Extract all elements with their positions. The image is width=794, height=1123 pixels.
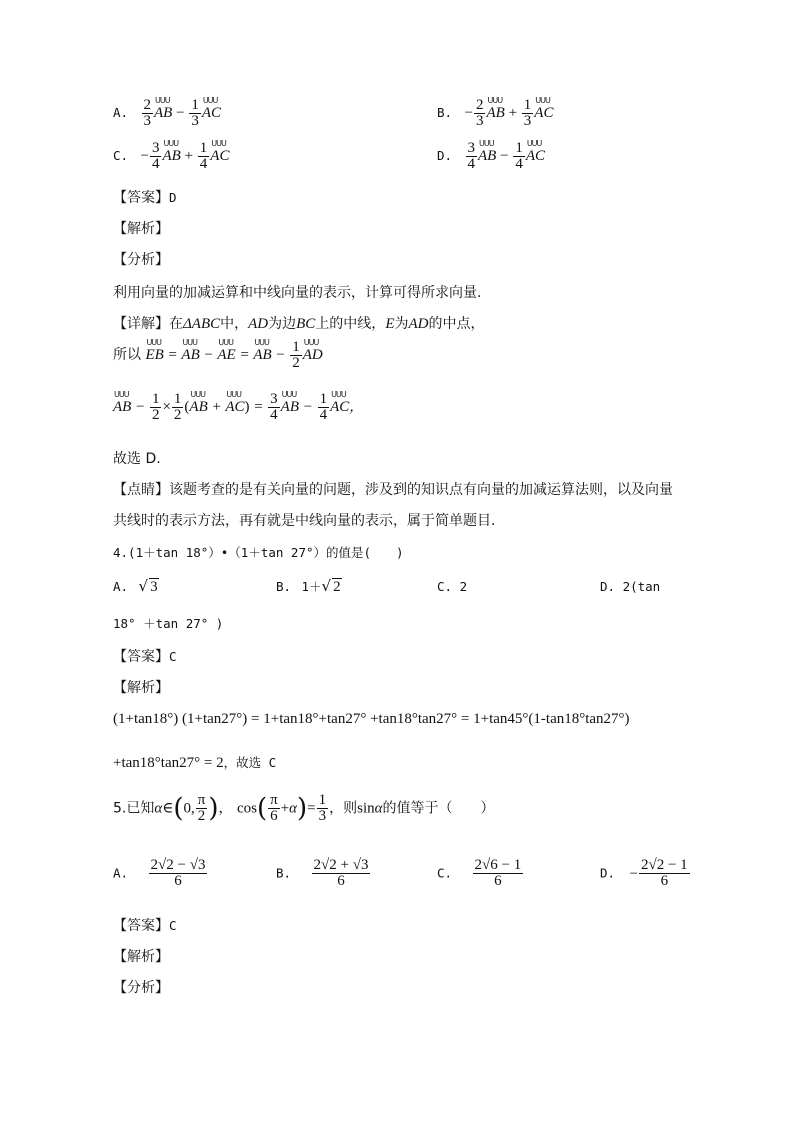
q4-solution-line-1: (1+tan18°) (1+tan27°) = 1+tan18°+tan27° +tan18°tan27° = 1+tan45°(1-tan18°tan27°) xyxy=(113,711,630,727)
q4-option-a: A. √ 3 xyxy=(113,577,158,595)
q3-detail-line: 【详解】在ΔABC中，AD为边BC上的中线，E为AD的中点， xyxy=(113,316,485,332)
q3-option-b: B. − $\frac{2}{3}$ UUU AB + $\frac{1}{3}$ UUU AC xyxy=(437,98,553,129)
q4-option-b: B. 1＋√ 2 xyxy=(276,577,341,595)
q3-analysis-text: 利用向量的加减运算和中线向量的表示，计算可得所求向量. xyxy=(113,285,482,301)
q4-option-d-continued: 18° ＋tan 27° ) xyxy=(113,616,224,631)
q3-comment-line-2: 共线时的表示方法，再有就是中线向量的表示，属于简单题目. xyxy=(113,513,496,529)
q3-conclusion: 故选 D. xyxy=(113,451,161,467)
q5-option-a: A. $\frac{2√2 - √3}{6}$ xyxy=(113,857,206,889)
q5-option-c: C. $\frac{2√6 - 1}{6}$ xyxy=(437,857,522,889)
q5-option-d: D. − $\frac{2√2 - 1}{6}$ xyxy=(600,857,688,889)
q3-option-c: C. − $\frac{3}{4}$ UUU AB + $\frac{1}{4}$ UUU AC xyxy=(113,141,229,172)
q3-answer: 【答案】D xyxy=(113,190,177,206)
q4-stem: 4.(1＋tan 18°）•（1＋tan 27°）的值是( ) xyxy=(113,545,404,560)
option-label: C. xyxy=(113,147,129,163)
q3-option-d: D. $\frac{3}{4}$ UUU AB − $\frac{1}{4}$ UUU AC xyxy=(437,141,545,172)
option-label: B. xyxy=(437,104,453,120)
q3-fenxi-heading: 【分析】 xyxy=(113,252,169,268)
q5-answer: 【答案】C xyxy=(113,918,177,934)
q5-jiexi-heading: 【解析】 xyxy=(113,949,169,965)
q3-comment-line-1: 【点睛】该题考查的是有关向量的问题，涉及到的知识点有向量的加减运算法则，以及向量 xyxy=(113,482,673,498)
q3-option-a: A. $\frac{2}{3}$ UUU AB − $\frac{1}{3}$ UUU AC xyxy=(113,98,221,129)
q4-jiexi-heading: 【解析】 xyxy=(113,680,169,696)
option-label: A. xyxy=(113,104,129,120)
q5-option-b: B. $\frac{2√2 + √3}{6}$ xyxy=(276,857,369,889)
q5-fenxi-heading: 【分析】 xyxy=(113,980,169,996)
q3-jiexi-heading: 【解析】 xyxy=(113,221,169,237)
q3-equation-2: UUU AB − $\frac{1}{2}$ × $\frac{1}{2}$ (UUU AB + UUU AC) = $\frac{3}{4}$ UUU AB − $\frac{1}{4}$ UUU AC， xyxy=(113,392,363,423)
option-label: D. xyxy=(437,147,453,163)
q4-option-c: C. 2 xyxy=(437,579,468,594)
q3-equation-1: 所以 UUU EB = UUU AB − UUU AE = UUU AB − $\frac{1}{2}$ UUU AD xyxy=(113,340,323,371)
q4-solution-line-2: +tan18°tan27° = 2，故选 C xyxy=(113,755,277,771)
q5-stem: 5.已知α∈(0, $\frac{\pi}{2}$ )， cos( $\frac{\pi}{6}$ +α)= $\frac{1}{3}$ ，则sinα的值等于（ ） xyxy=(113,792,495,824)
q4-answer: 【答案】C xyxy=(113,649,177,665)
q4-option-d: D. 2(tan xyxy=(600,579,661,594)
